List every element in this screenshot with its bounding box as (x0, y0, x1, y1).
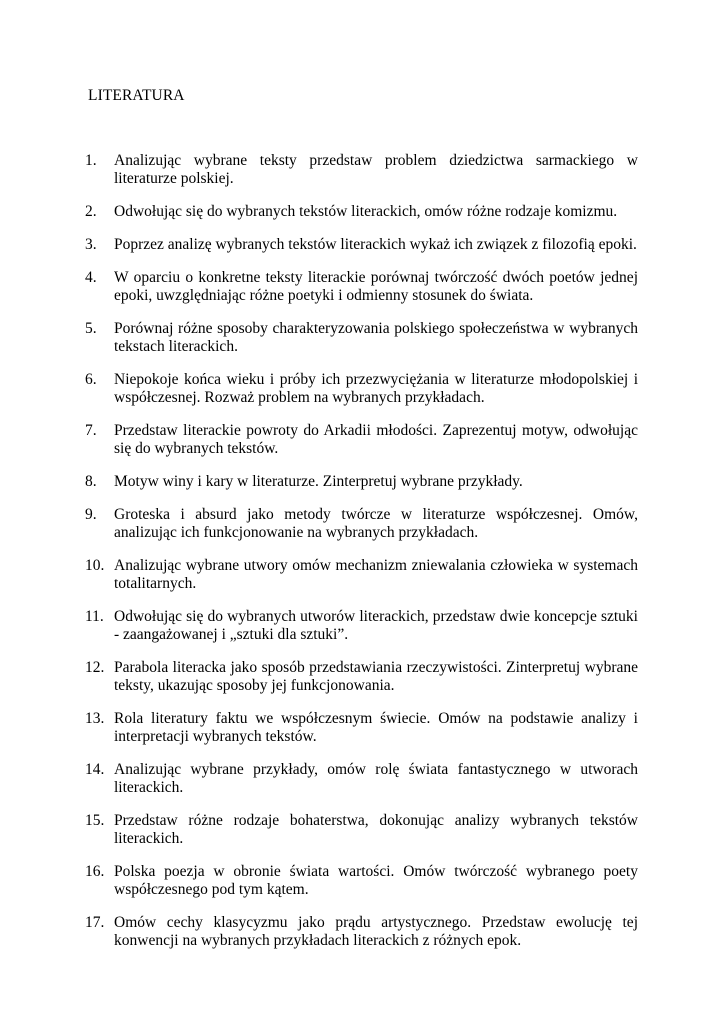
list-item-number: 15. (85, 812, 105, 829)
list-item (85, 473, 638, 491)
list-item-text: Parabola literacka jako sposób przedstawiania rzeczywistości. Zinterpretuj wybrane teksty, ukazując sposoby jej funkcjonowania. (114, 659, 638, 694)
list-item-number: 6. (85, 371, 97, 388)
topic-list (85, 152, 638, 965)
list-item (85, 236, 638, 254)
list-item (85, 269, 638, 305)
list-item-text: Analizując wybrane teksty przedstaw problem dziedzictwa sarmackiego w literaturze polskiej. (114, 152, 638, 187)
list-item-number: 13. (85, 710, 105, 727)
list-item-number: 9. (85, 506, 97, 523)
list-item (85, 710, 638, 746)
list-item-text: Porównaj różne sposoby charakteryzowania polskiego społeczeństwa w wybranych tekstach literackich. (114, 320, 638, 355)
list-item-text: Odwołując się do wybranych tekstów literackich, omów różne rodzaje komizmu. (114, 203, 618, 220)
list-item-number: 16. (85, 863, 105, 880)
list-item (85, 761, 638, 797)
list-item (85, 812, 638, 848)
list-item (85, 914, 638, 950)
list-item-text: Groteska i absurd jako metody twórcze w literaturze współczesnej. Omów, analizując ich funkcjonowanie na wybranych przykładach. (114, 506, 638, 541)
list-item-text: Polska poezja w obronie świata wartości. Omów twórczość wybranego poety współczesnego pod tym kątem. (114, 863, 638, 898)
list-item (85, 863, 638, 899)
list-item-text: Niepokoje końca wieku i próby ich przezwyciężania w literaturze młodopolskiej i współczesnej. Rozważ problem na wybranych przykładach. (114, 371, 638, 406)
page-title: LITERATURA (88, 87, 185, 104)
list-item-text: Analizując wybrane przykłady, omów rolę świata fantastycznego w utworach literackich. (114, 761, 638, 796)
list-item-number: 5. (85, 320, 97, 337)
list-item (85, 506, 638, 542)
list-item-text: Omów cechy klasycyzmu jako prądu artystycznego. Przedstaw ewolucję tej konwencji na wybranych przykładach literackich z różnych epok. (114, 914, 638, 949)
list-item-number: 11. (85, 608, 104, 625)
list-item-text: Motyw winy i kary w literaturze. Zinterpretuj wybrane przykłady. (114, 473, 523, 490)
list-item-text: Odwołując się do wybranych utworów literackich, przedstaw dwie koncepcje sztuki - zaangażowanej i „sztuki dla sztuki”. (114, 608, 638, 643)
list-item-number: 2. (85, 203, 97, 220)
list-item-number: 17. (85, 914, 105, 931)
list-item (85, 320, 638, 356)
list-item (85, 659, 638, 695)
list-item (85, 608, 638, 644)
list-item-number: 8. (85, 473, 97, 490)
list-item-number: 14. (85, 761, 105, 778)
list-item-text: W oparciu o konkretne teksty literackie porównaj twórczość dwóch poetów jednej epoki, uwzględniając różne poetyki i odmienny stosunek do świata. (114, 269, 638, 304)
list-item-text: Poprzez analizę wybranych tekstów literackich wykaż ich związek z filozofią epoki. (114, 236, 637, 253)
list-item-number: 1. (85, 152, 97, 169)
list-item-text: Przedstaw różne rodzaje bohaterstwa, dokonując analizy wybranych tekstów literackich. (114, 812, 638, 847)
list-item (85, 422, 638, 458)
list-item-number: 7. (85, 422, 97, 439)
list-item-text: Rola literatury faktu we współczesnym świecie. Omów na podstawie analizy i interpretacji wybranych tekstów. (114, 710, 638, 745)
list-item-number: 4. (85, 269, 97, 286)
list-item (85, 203, 638, 221)
list-item (85, 371, 638, 407)
list-item-number: 10. (85, 557, 105, 574)
list-item-number: 3. (85, 236, 97, 253)
list-item-text: Analizując wybrane utwory omów mechanizm zniewalania człowieka w systemach totalitarnych. (114, 557, 638, 592)
list-item (85, 557, 638, 593)
list-item-number: 12. (85, 659, 105, 676)
list-item (85, 152, 638, 188)
list-item-text: Przedstaw literackie powroty do Arkadii młodości. Zaprezentuj motyw, odwołując się do wybranych tekstów. (114, 422, 638, 457)
